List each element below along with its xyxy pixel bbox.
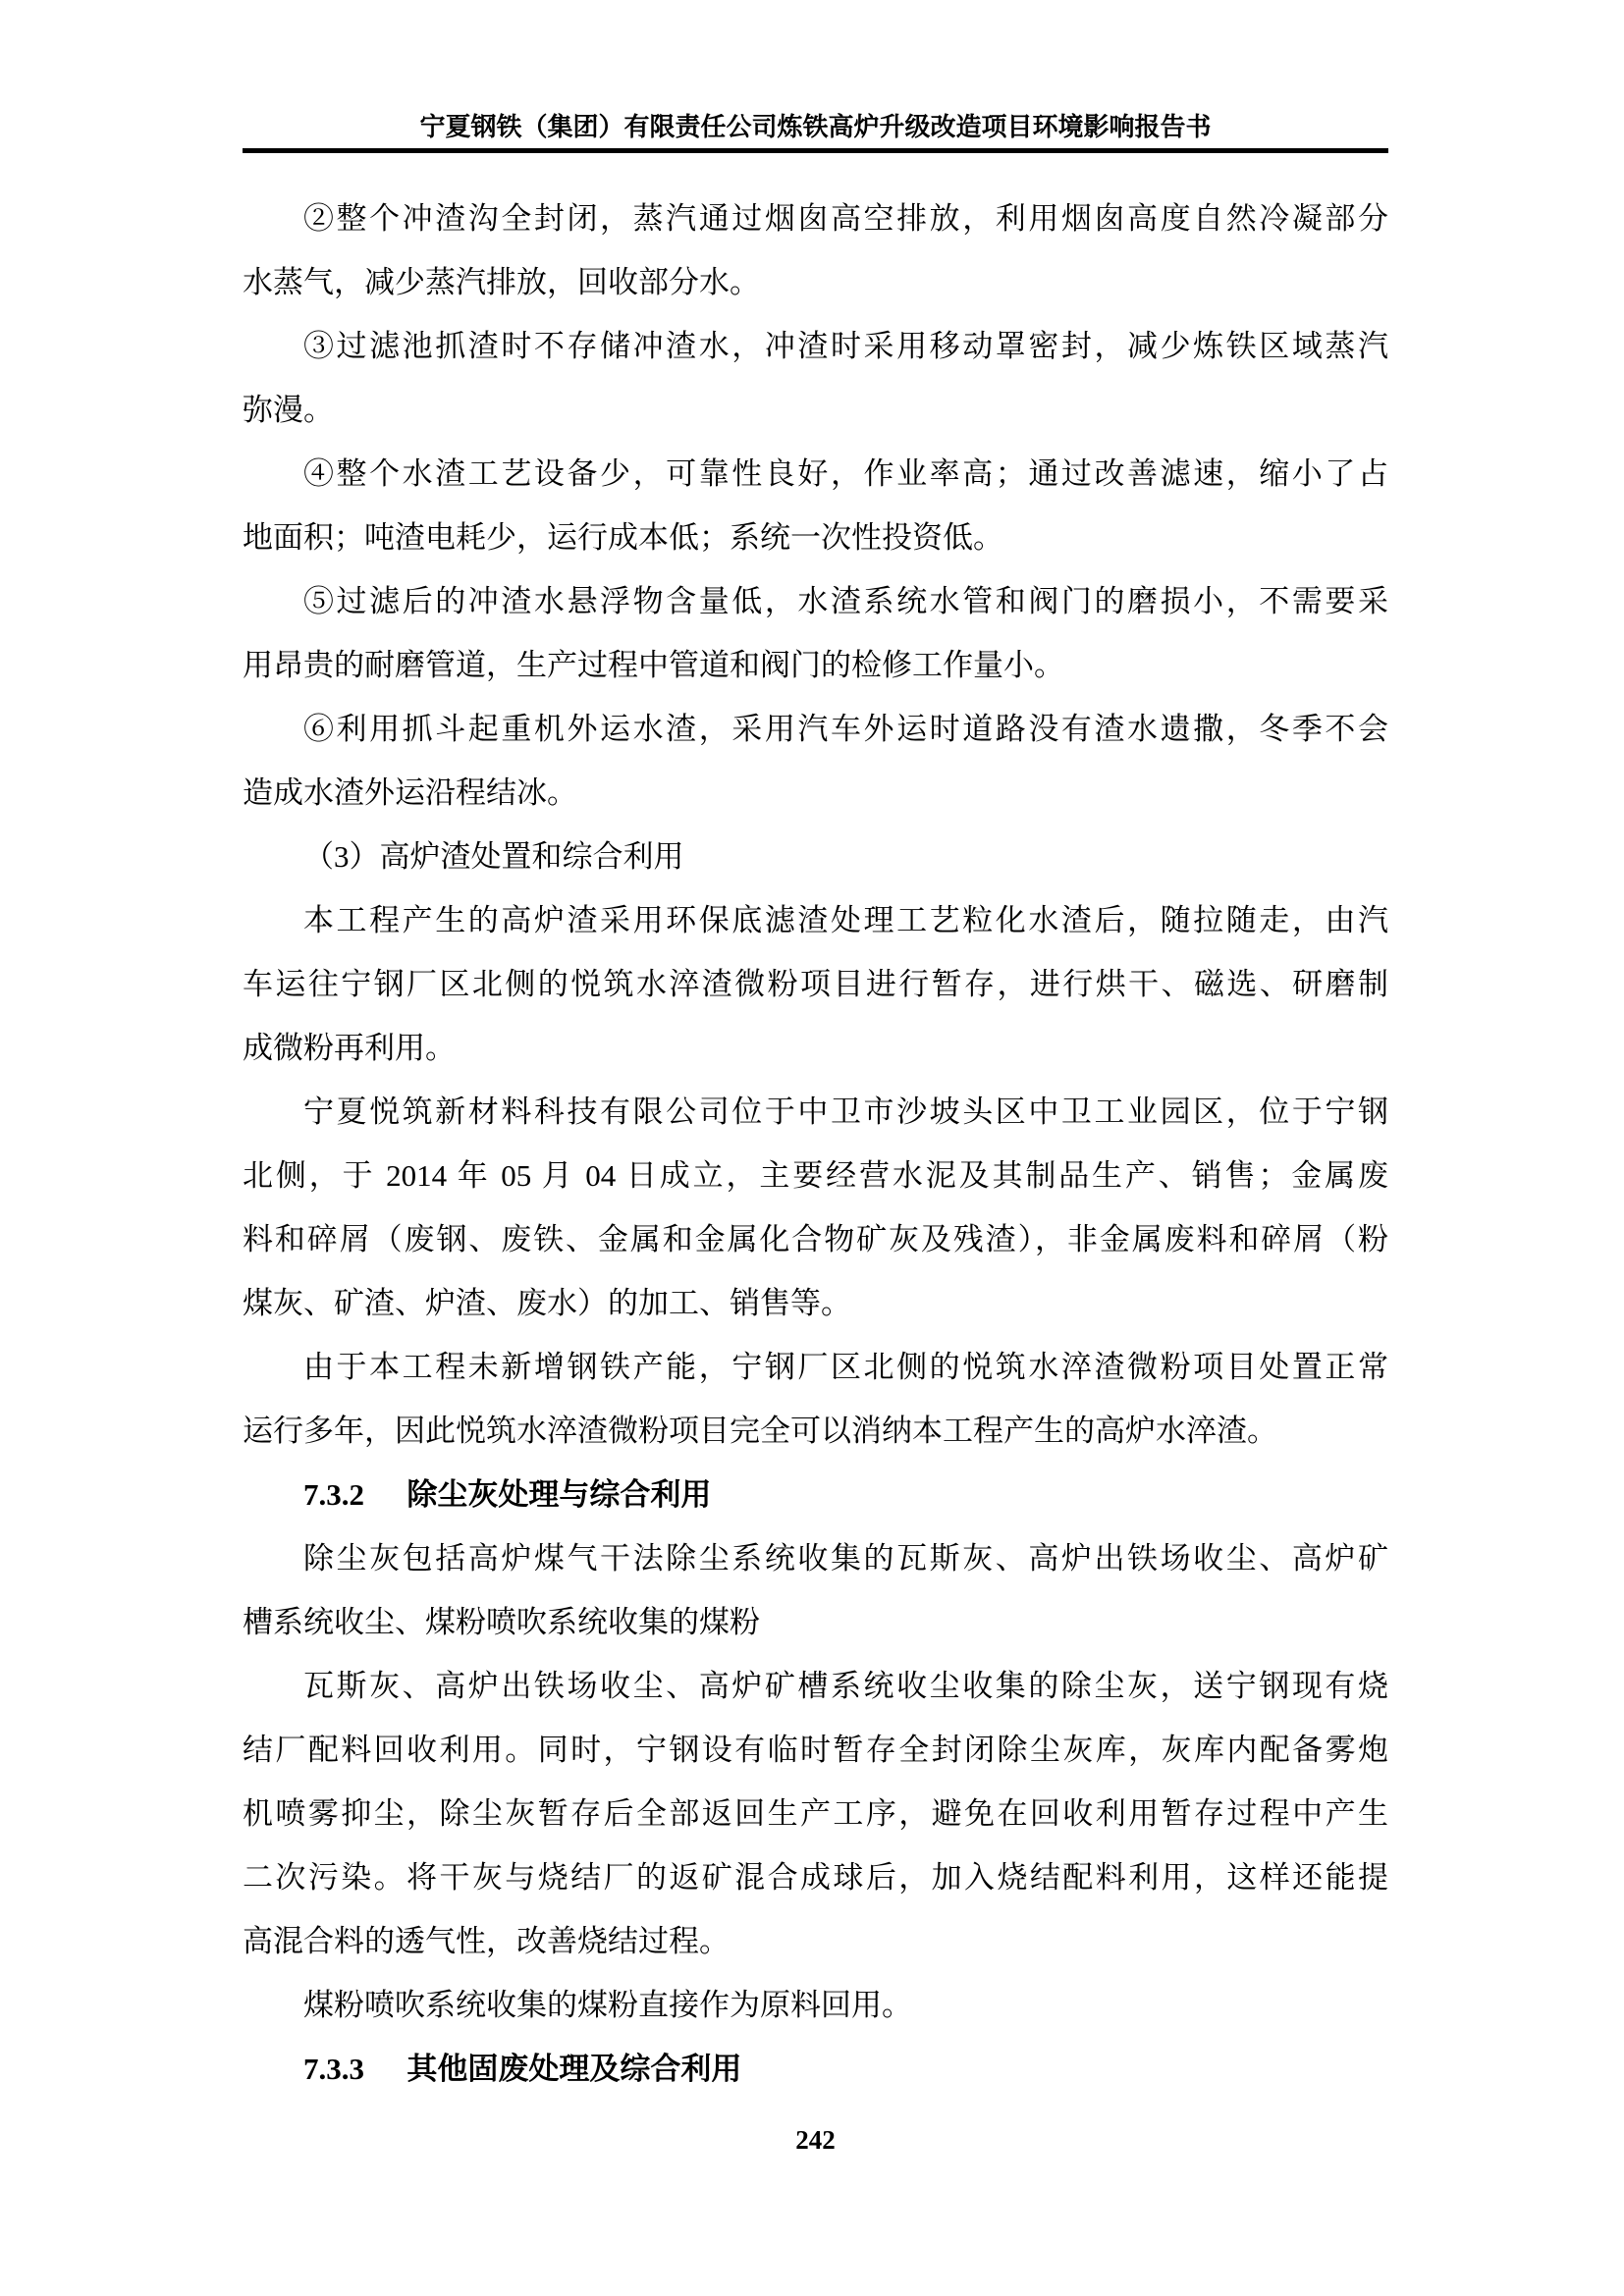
- text-line: （3）高炉渣处置和综合利用: [303, 839, 684, 874]
- text-line: 结厂配料回收利用。同时，宁钢设有临时暂存全封闭除尘灰库，灰库内配备雾炮: [243, 1733, 1388, 1767]
- text-line: 除尘灰包括高炉煤气干法除尘系统收集的瓦斯灰、高炉出铁场收尘、高炉矿: [303, 1541, 1388, 1575]
- text-line: 煤灰、矿渣、炉渣、废水）的加工、销售等。: [243, 1286, 851, 1320]
- text-line: ⑥利用抓斗起重机外运水渣，采用汽车外运时道路没有渣水遗撒，冬季不会: [303, 712, 1388, 746]
- text-line: ④整个水渣工艺设备少，可靠性良好，作业率高；通过改善滤速，缩小了占: [303, 456, 1388, 491]
- text-line: 本工程产生的高炉渣采用环保底滤渣处理工艺粒化水渣后，随拉随走，由汽: [303, 903, 1388, 937]
- heading-title: 除尘灰处理与综合利用: [406, 1477, 712, 1512]
- text-line: ⑤过滤后的冲渣水悬浮物含量低，水渣系统水管和阀门的磨损小，不需要采: [303, 584, 1388, 618]
- text-line: 北侧，于 2014 年 05 月 04 日成立，主要经营水泥及其制品生产、销售；金属废: [243, 1158, 1388, 1193]
- text-line: 槽系统收尘、煤粉喷吹系统收集的煤粉: [243, 1605, 760, 1639]
- text-line: 用昂贵的耐磨管道，生产过程中管道和阀门的检修工作量小。: [243, 648, 1064, 682]
- page-number: 242: [795, 2125, 836, 2155]
- text-line: 二次污染。将干灰与烧结厂的返矿混合成球后，加入烧结配料利用，这样还能提: [243, 1860, 1388, 1895]
- heading-number: 7.3.2: [303, 1477, 364, 1512]
- page-header-title: 宁夏钢铁（集团）有限责任公司炼铁高炉升级改造项目环境影响报告书: [419, 113, 1212, 141]
- text-line: 煤粉喷吹系统收集的煤粉直接作为原料回用。: [303, 1988, 912, 2022]
- document-body: [243, 187, 1388, 2101]
- section-heading: [243, 2037, 1388, 2101]
- text-line: ③过滤池抓渣时不存储冲渣水，冲渣时采用移动罩密封，减少炼铁区域蒸汽: [303, 329, 1388, 363]
- text-line: 瓦斯灰、高炉出铁场收尘、高炉矿槽系统收尘收集的除尘灰，送宁钢现有烧: [303, 1669, 1388, 1703]
- text-line: 成微粉再利用。: [243, 1031, 456, 1065]
- header-rule: [243, 148, 1388, 153]
- section-heading: [243, 1463, 1388, 1526]
- text-line: 机喷雾抑尘，除尘灰暂存后全部返回生产工序，避免在回收利用暂存过程中产生: [243, 1796, 1388, 1831]
- text-line: 造成水渣外运沿程结冰。: [243, 775, 577, 810]
- text-line: 宁夏悦筑新材料科技有限公司位于中卫市沙坡头区中卫工业园区，位于宁钢: [303, 1095, 1388, 1129]
- text-line: 料和碎屑（废钢、废铁、金属和金属化合物矿灰及残渣），非金属废料和碎屑（粉: [243, 1222, 1388, 1256]
- heading-number: 7.3.3: [303, 2052, 364, 2086]
- text-line: 高混合料的透气性，改善烧结过程。: [243, 1924, 730, 1958]
- heading-title: 其他固废处理及综合利用: [406, 2052, 742, 2086]
- text-line: 车运往宁钢厂区北侧的悦筑水淬渣微粉项目进行暂存，进行烘干、磁选、研磨制: [243, 967, 1388, 1001]
- text-line: ②整个冲渣沟全封闭，蒸汽通过烟囱高空排放，利用烟囱高度自然冷凝部分: [303, 201, 1388, 236]
- text-line: 由于本工程未新增钢铁产能，宁钢厂区北侧的悦筑水淬渣微粉项目处置正常: [303, 1350, 1388, 1384]
- text-line: 弥漫。: [243, 393, 334, 427]
- text-line: 水蒸气，减少蒸汽排放，回收部分水。: [243, 265, 760, 299]
- text-line: 地面积；吨渣电耗少，运行成本低；系统一次性投资低。: [243, 520, 1003, 555]
- text-line: 运行多年，因此悦筑水淬渣微粉项目完全可以消纳本工程产生的高炉水淬渣。: [243, 1414, 1277, 1448]
